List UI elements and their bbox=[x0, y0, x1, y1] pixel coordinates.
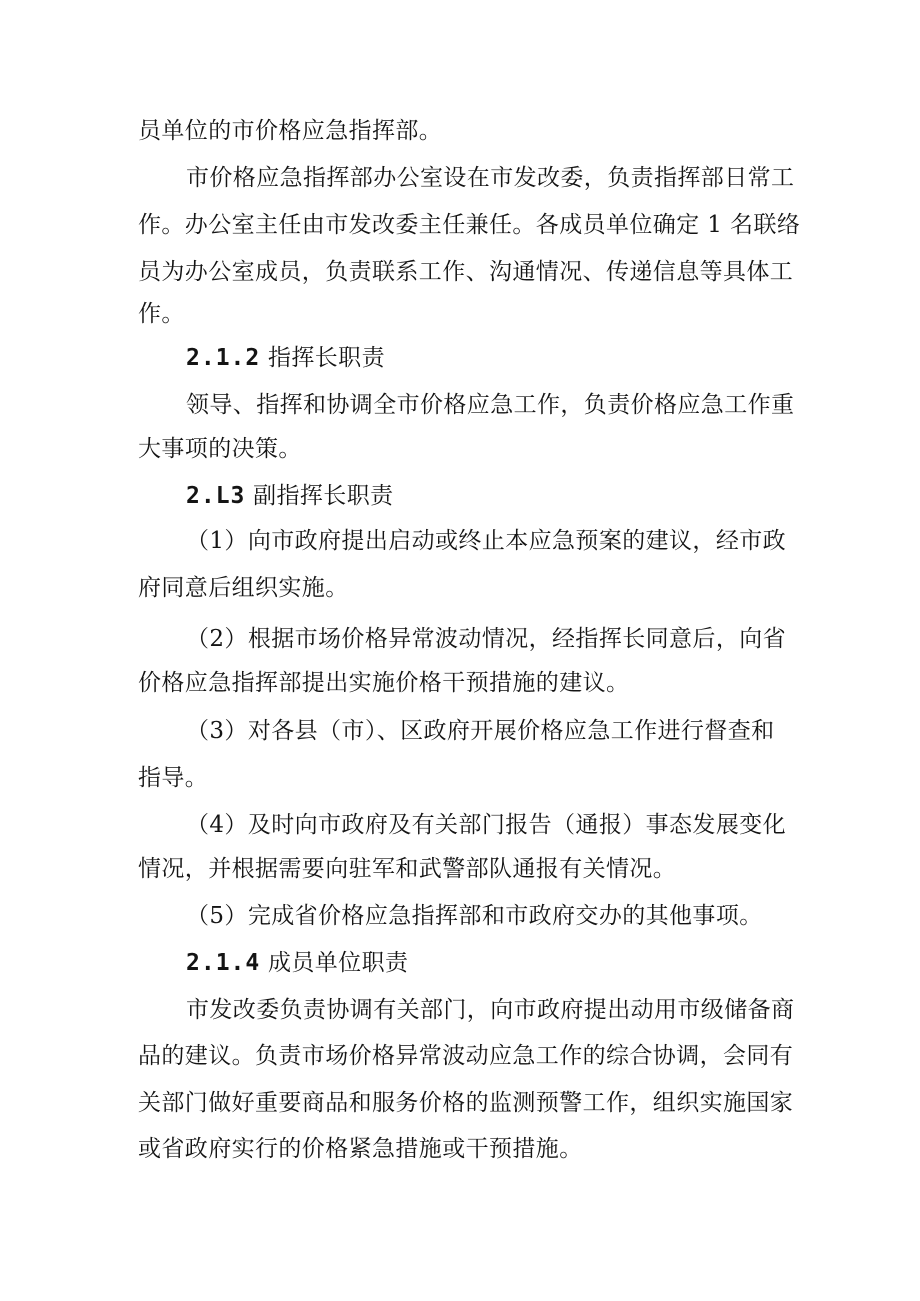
paragraph-start-line: 市价格应急指挥部办公室设在市发改委，负责指挥部日常工 bbox=[186, 165, 795, 191]
text-line: 指导。 bbox=[138, 765, 209, 791]
text-line: 价格应急指挥部提出实施价格干预措施的建议。 bbox=[138, 670, 630, 696]
text-line: 或省政府实行的价格紧急措施或干预措施。 bbox=[138, 1136, 583, 1162]
list-item-line: （2）根据市场价格异常波动情况，经指挥长同意后，向省 bbox=[186, 626, 787, 652]
section-title: 指挥长职责 bbox=[267, 345, 385, 371]
section-heading-2-1-2 bbox=[186, 343, 385, 373]
list-item-line: （1）向市政府提出启动或终止本应急预案的建议，经市政 bbox=[186, 528, 787, 554]
text-line: 情况，并根据需要向驻军和武警部队通报有关情况。 bbox=[138, 856, 677, 882]
paragraph-start-line: 市发改委负责协调有关部门，向市政府提出动用市级储备商 bbox=[186, 997, 795, 1023]
text-line: 作。 bbox=[138, 301, 185, 327]
list-item-line: （3）对各县（市）、区政府开展价格应急工作进行督查和 bbox=[186, 718, 775, 744]
section-title: 副指挥长职责 bbox=[253, 483, 394, 509]
section-heading-2-1-4 bbox=[186, 948, 408, 978]
list-item-line: （5）完成省价格应急指挥部和市政府交办的其他事项。 bbox=[186, 903, 763, 929]
text-line: 府同意后组织实施。 bbox=[138, 575, 349, 601]
section-number: 2.1.4 bbox=[186, 950, 261, 976]
text-line: 作。办公室主任由市发改委主任兼任。各成员单位确定 1 名联络 bbox=[138, 212, 801, 238]
text-line: 员单位的市价格应急指挥部。 bbox=[138, 118, 443, 144]
text-line: 大事项的决策。 bbox=[138, 436, 302, 462]
text-line: 品的建议。负责市场价格异常波动应急工作的综合协调，会同有 bbox=[138, 1043, 794, 1069]
text-line: 员为办公室成员，负责联系工作、沟通情况、传递信息等具体工 bbox=[138, 259, 794, 285]
text-line: 关部门做好重要商品和服务价格的监测预警工作，组织实施国家 bbox=[138, 1090, 794, 1116]
section-number: 2.1.2 bbox=[186, 345, 261, 371]
section-title: 成员单位职责 bbox=[267, 950, 409, 976]
section-heading-2-1-3 bbox=[186, 481, 394, 511]
section-number: 2.L3 bbox=[186, 483, 246, 509]
paragraph-start-line: 领导、指挥和协调全市价格应急工作，负责价格应急工作重 bbox=[186, 392, 795, 418]
list-item-line: （4）及时向市政府及有关部门报告（通报）事态发展变化 bbox=[186, 812, 787, 838]
